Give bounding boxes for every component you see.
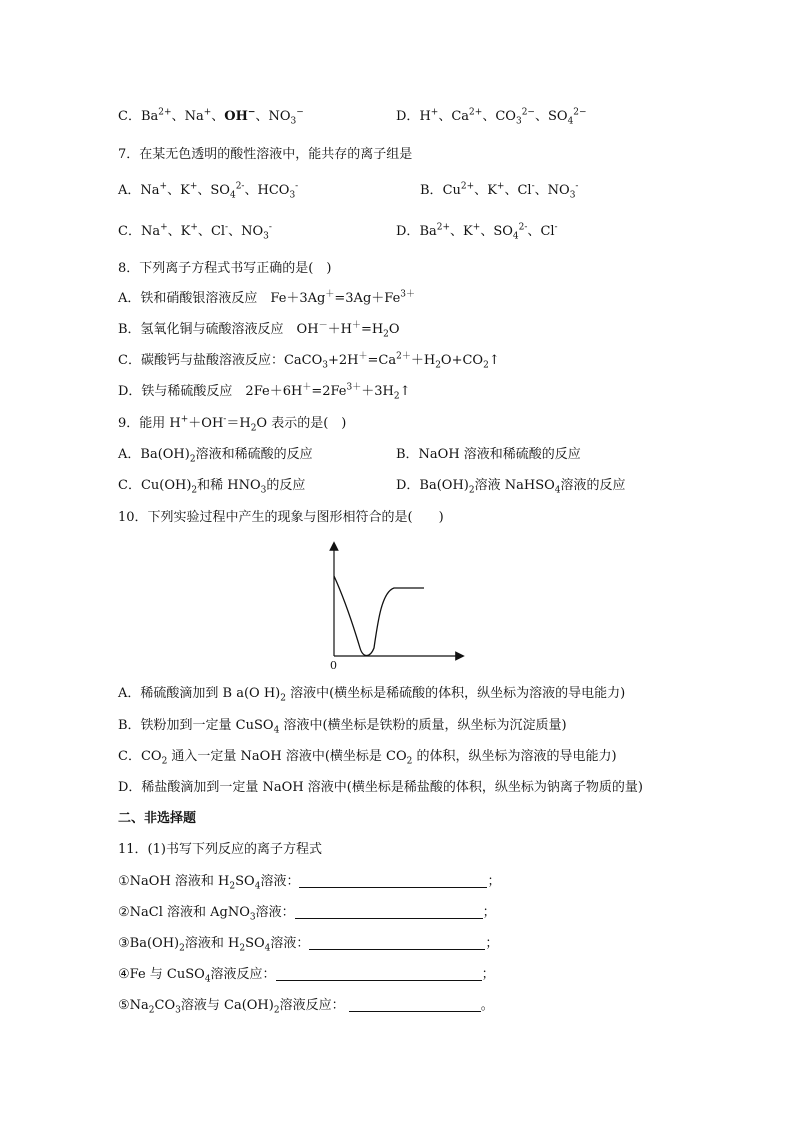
q6-option-c[interactable]: C．$Ba^{2+}$、Na+、OH−、$NO_3^-$ [118, 107, 304, 127]
q7-option-d[interactable]: D．$Ba^{2+}$、K+、$SO_4^{2-}$、Cl- [396, 222, 558, 242]
q9-option-a[interactable]: A．$Ba(OH)_2$溶液和稀硫酸的反应 [118, 447, 313, 465]
q10-option-d[interactable]: D．稀盐酸滴加到一定量 NaOH 溶液中(横坐标是稀盐酸的体积，纵坐标为钠离子物质的量) [118, 780, 643, 795]
q9-option-b[interactable]: B．NaOH 溶液和稀硫酸的反应 [396, 447, 581, 462]
answer-blank[interactable] [309, 935, 485, 950]
q7-stem: 7．在某无色透明的酸性溶液中，能共存的离子组是 [118, 147, 413, 162]
q8-option-d[interactable]: D．铁与稀硫酸反应 $2Fe+6H^+=2Fe^{3+}+3H_2↑$ [118, 382, 411, 402]
q7-option-c[interactable]: C．Na+、K+、Cl-、$NO_3^-$ [118, 222, 272, 242]
q10-stem: 10．下列实验过程中产生的现象与图形相符合的是( ) [118, 510, 444, 525]
q7-option-b[interactable]: B．$Cu^{2+}$、K+、Cl-、$NO_3^-$ [420, 181, 579, 201]
q10-curve [334, 576, 424, 656]
answer-blank[interactable] [349, 997, 481, 1012]
answer-blank[interactable] [299, 873, 487, 888]
q10-option-c[interactable]: C．$CO_2$ 通入一定量 NaOH 溶液中(横坐标是 $CO_2$ 的体积，纵坐标为溶液的导电能力) [118, 749, 617, 767]
q11-item-5: $⑤Na_2CO_3$溶液与 $Ca(OH)_2$溶液反应： 。 [118, 998, 494, 1016]
answer-blank[interactable] [295, 904, 483, 919]
q10-option-b[interactable]: B．铁粉加到一定量 CuSO$_4$ 溶液中(横坐标是铁粉的质量，纵坐标为沉淀质量) [118, 718, 567, 736]
graph-origin-label: 0 [330, 659, 337, 672]
q7-option-a[interactable]: A．Na+、K+、$SO_4^{2-}$、$HCO_3^-$ [118, 181, 299, 201]
q8-option-b[interactable]: B．氢氧化铜与硫酸溶液反应 $OH^-+H^+=H_2O$ [118, 320, 400, 340]
q11-item-1: ①NaOH 溶液和 $H_2SO_4$溶液： ； [118, 874, 501, 892]
q9-stem: 9．能用 $H^++OH^-=H_2O$ 表示的是( ) [118, 414, 347, 434]
q6-option-d[interactable]: D．H+、$Ca^{2+}$、$CO_3^{2-}$、$SO_4^{2-}$ [396, 107, 587, 127]
q8-option-a[interactable]: A．铁和硝酸银溶液反应 $Fe+3Ag^+=3Ag+Fe^{3+}$ [118, 289, 416, 306]
q11-item-2: ②NaCl 溶液和 AgNO$_3$溶液： ； [118, 905, 496, 923]
answer-blank[interactable] [276, 966, 482, 981]
section-title: 二、非选择题 [118, 811, 197, 826]
q9-option-c[interactable]: C．$Cu(OH)_2$和稀 $HNO_3$的反应 [118, 478, 306, 496]
q11-item-3: $③Ba(OH)_2$溶液和 $H_2SO_4$溶液： ； [118, 936, 499, 954]
q8-stem: 8．下列离子方程式书写正确的是( ) [118, 261, 332, 276]
q11-stem: 11．(1)书写下列反应的离子方程式 [118, 842, 322, 857]
q9-option-d[interactable]: D．$Ba(OH)_2$溶液 NaHSO$_4$溶液的反应 [396, 478, 626, 496]
q10-option-a[interactable]: A．稀硫酸滴加到 B a(O $H)_2$ 溶液中(横坐标是稀硫酸的体积，纵坐标为溶液的导电能力) [118, 686, 626, 704]
q10-graph [318, 540, 468, 672]
q11-item-4: ④Fe 与 CuSO$_4$溶液反应： ； [118, 967, 495, 985]
q8-option-c[interactable]: C．碳酸钙与盐酸溶液反应：$CaCO_3+2H^+=Ca^{2+}+H_2O+CO_2↑$ [118, 351, 500, 371]
